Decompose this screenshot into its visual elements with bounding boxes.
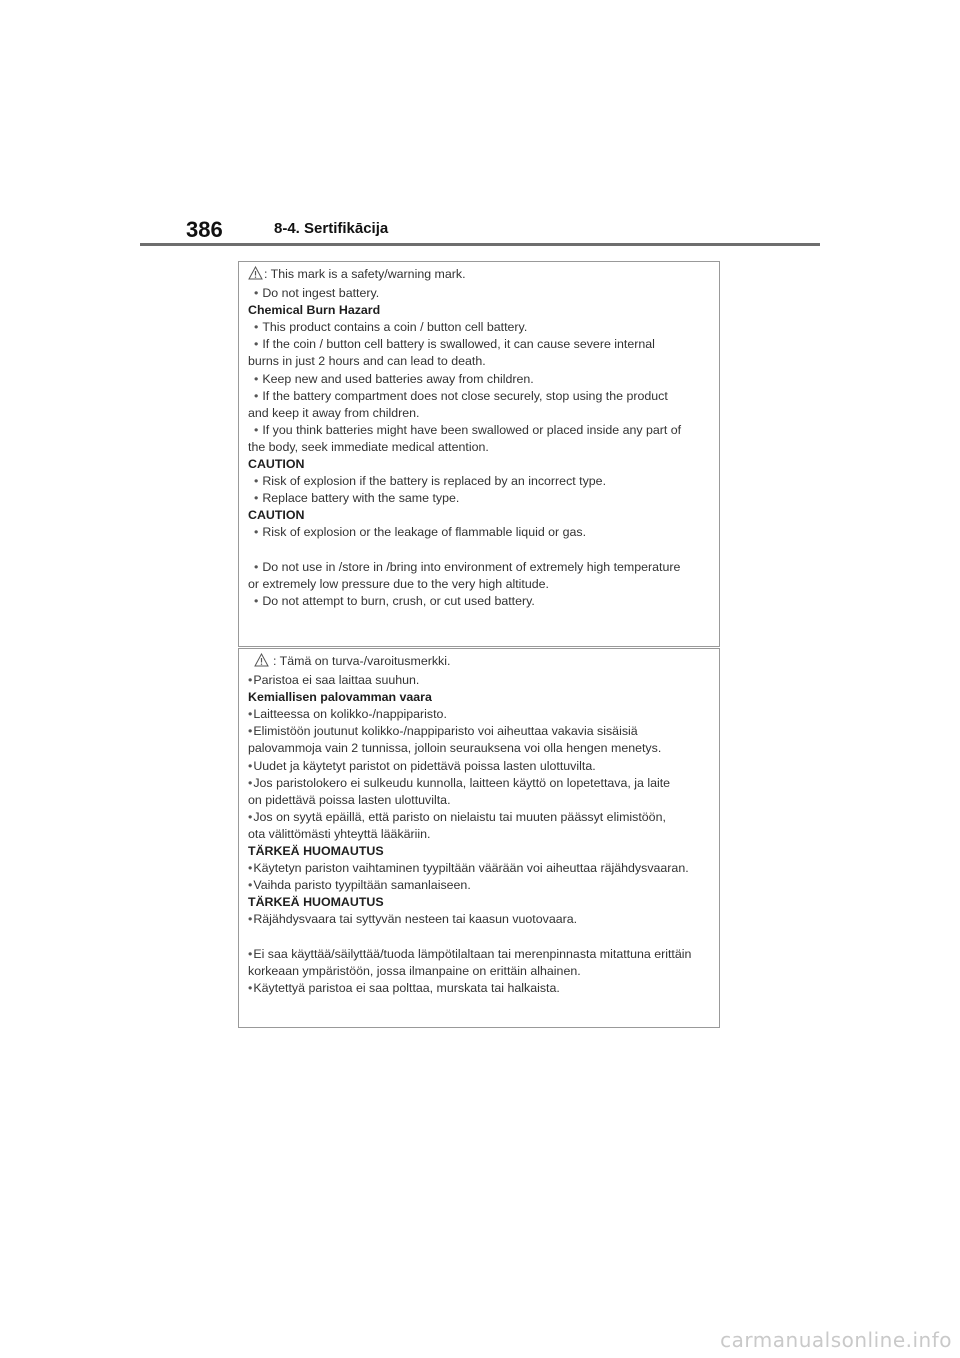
page-number: 386 [186, 217, 223, 242]
warning-mark-line: : This mark is a safety/warning mark. [248, 266, 711, 285]
spacer [248, 542, 711, 559]
list-item: •Vaihda paristo tyypiltään samanlaiseen. [248, 878, 471, 893]
list-item: •Jos paristolokero ei sulkeudu kunnolla, laitteen käyttö on lopetettava, ja laite [248, 775, 671, 790]
list-item: •Laitteessa on kolikko-/nappiparisto. [248, 707, 447, 722]
warning-mark-line: : Tämä on turva-/varoitusmerkki. [248, 653, 711, 672]
list-item-continuation: ota välittömästi yhteyttä lääkäriin. [248, 826, 431, 841]
list-item: •Käytettyä paristoa ei saa polttaa, murskata tai halkaista. [248, 980, 560, 995]
list-item: •Jos on syytä epäillä, että paristo on nielaistu tai muuten päässyt elimistöön, [248, 809, 666, 824]
list-item: • This product contains a coin / button cell battery. [254, 320, 528, 335]
list-item: •Elimistöön joutunut kolikko-/nappiparisto voi aiheuttaa vakavia sisäisiä [248, 724, 638, 739]
section-title: 8-4. Sertifikācija [274, 220, 389, 237]
caution-heading: CAUTION [248, 508, 305, 523]
list-item: •Räjähdysvaara tai syttyvän nesteen tai kaasun vuotovaara. [248, 912, 578, 927]
list-item: • Do not ingest battery. [254, 286, 380, 301]
warning-triangle-icon [248, 266, 263, 285]
list-item: • Risk of explosion if the battery is replaced by an incorrect type. [254, 474, 607, 489]
list-item-continuation: korkeaan ympäristöön, jossa ilmanpaine on erittäin alhainen. [248, 963, 581, 978]
list-item: • If the coin / button cell battery is swallowed, it can cause severe internal [254, 337, 655, 352]
list-item-continuation: palovammoja vain 2 tunnissa, jolloin seurauksena voi olla hengen menetys. [248, 741, 662, 756]
chemical-burn-heading: Kemiallisen palovamman vaara [248, 690, 432, 705]
list-item-continuation: burns in just 2 hours and can lead to death. [248, 354, 486, 369]
list-item-continuation: the body, seek immediate medical attention. [248, 439, 489, 454]
list-item: •Käytetyn pariston vaihtaminen tyypiltään väärään voi aiheuttaa räjähdysvaaran. [248, 861, 689, 876]
caution-heading: TÄRKEÄ HUOMAUTUS [248, 895, 384, 910]
list-item: •Paristoa ei saa laittaa suuhun. [248, 673, 420, 688]
list-item: • Risk of explosion or the leakage of flammable liquid or gas. [254, 525, 587, 540]
list-item: • Replace battery with the same type. [254, 491, 460, 506]
header-rule [140, 243, 820, 246]
list-item: • If you think batteries might have been swallowed or placed inside any part of [254, 422, 682, 437]
list-item-continuation: and keep it away from children. [248, 405, 420, 420]
list-item-continuation: on pidettävä poissa lasten ulottuvilta. [248, 792, 451, 807]
list-item: • Do not attempt to burn, crush, or cut used battery. [254, 593, 535, 608]
list-item: • If the battery compartment does not close securely, stop using the product [254, 388, 668, 403]
finnish-warning-box [238, 648, 720, 1028]
watermark: carmanualsonline.info [720, 1328, 952, 1352]
list-item: • Do not use in /store in /bring into environment of extremely high temperature [254, 559, 681, 574]
english-warning-box [238, 261, 720, 647]
caution-heading: CAUTION [248, 457, 305, 472]
caution-heading: TÄRKEÄ HUOMAUTUS [248, 844, 384, 859]
list-item-continuation: or extremely low pressure due to the very high altitude. [248, 576, 549, 591]
spacer [248, 929, 711, 946]
warning-triangle-icon [254, 653, 269, 672]
chemical-burn-heading: Chemical Burn Hazard [248, 303, 381, 318]
list-item: •Ei saa käyttää/säilyttää/tuoda lämpötilaltaan tai merenpinnasta mitattuna erittäin [248, 946, 692, 961]
list-item: • Keep new and used batteries away from children. [254, 371, 534, 386]
list-item: •Uudet ja käytetyt paristot on pidettävä poissa lasten ulottuvilta. [248, 758, 596, 773]
